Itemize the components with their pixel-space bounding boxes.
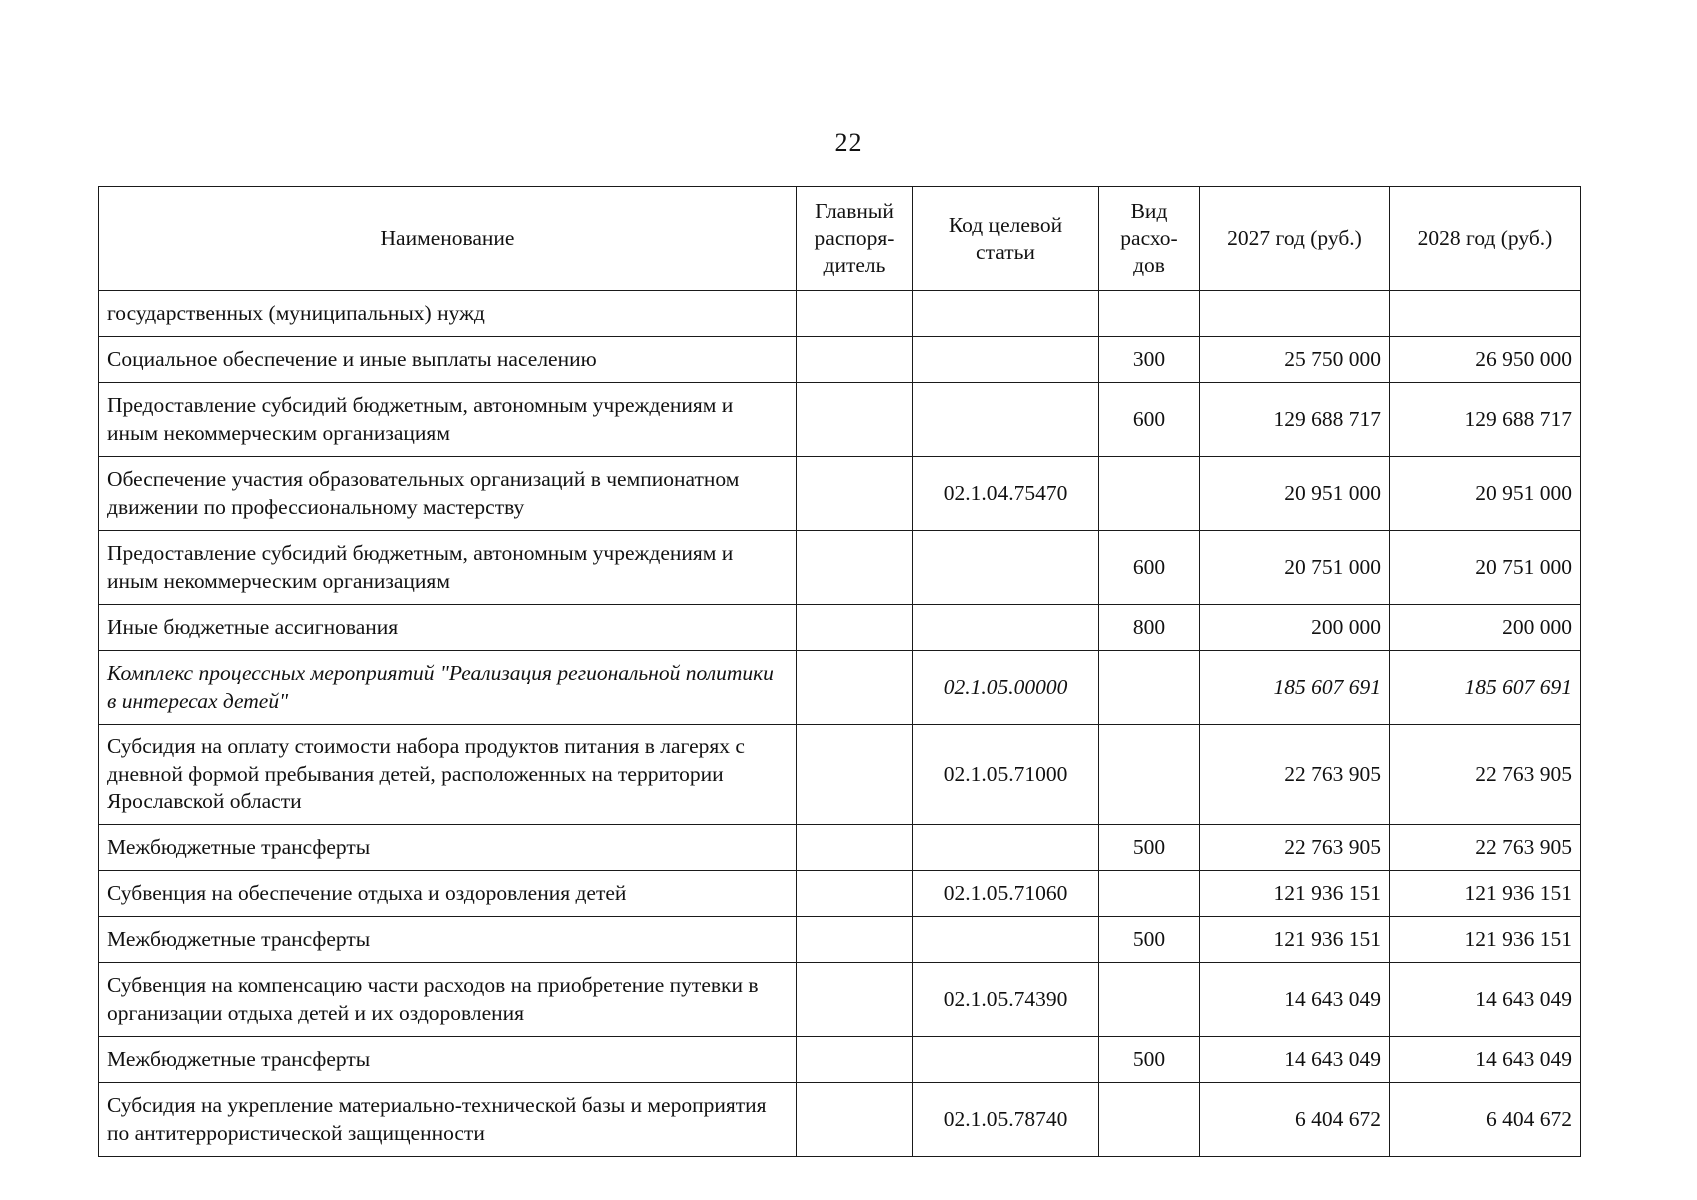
- cell-year-2027: 129 688 717: [1200, 383, 1390, 457]
- cell-year-2027: 14 643 049: [1200, 963, 1390, 1037]
- cell-name: Межбюджетные трансферты: [99, 1037, 797, 1083]
- cell-main-manager: [797, 651, 913, 725]
- cell-year-2028: 26 950 000: [1390, 337, 1581, 383]
- cell-target-code: [913, 383, 1099, 457]
- cell-name: Предоставление субсидий бюджетным, автономным учреждениям и иным некоммерческим организациям: [99, 531, 797, 605]
- cell-name: Субсидия на укрепление материально-технической базы и мероприятия по антитеррористической защищенности: [99, 1083, 797, 1157]
- cell-year-2027: 121 936 151: [1200, 871, 1390, 917]
- cell-expense-type: [1099, 963, 1200, 1037]
- cell-expense-type: 300: [1099, 337, 1200, 383]
- cell-year-2028: 22 763 905: [1390, 725, 1581, 825]
- cell-year-2027: 121 936 151: [1200, 917, 1390, 963]
- cell-year-2028: 185 607 691: [1390, 651, 1581, 725]
- cell-year-2028: 14 643 049: [1390, 1037, 1581, 1083]
- cell-year-2027: 14 643 049: [1200, 1037, 1390, 1083]
- header-expense-type: Вид расхо-дов: [1099, 187, 1200, 291]
- table-row: [99, 825, 1581, 871]
- cell-target-code: [913, 605, 1099, 651]
- cell-name: Обеспечение участия образовательных организаций в чемпионатном движении по профессиональному мастерству: [99, 457, 797, 531]
- cell-main-manager: [797, 337, 913, 383]
- table-row: [99, 383, 1581, 457]
- table-header-row: [99, 187, 1581, 291]
- cell-target-code: [913, 917, 1099, 963]
- cell-expense-type: 500: [1099, 917, 1200, 963]
- cell-year-2028: 129 688 717: [1390, 383, 1581, 457]
- table-row: [99, 531, 1581, 605]
- cell-year-2027: 20 751 000: [1200, 531, 1390, 605]
- cell-target-code: [913, 291, 1099, 337]
- cell-name: Субвенция на компенсацию части расходов на приобретение путевки в организации отдыха детей и их оздоровления: [99, 963, 797, 1037]
- cell-target-code: 02.1.04.75470: [913, 457, 1099, 531]
- cell-expense-type: 600: [1099, 531, 1200, 605]
- table-row: [99, 963, 1581, 1037]
- cell-year-2028: 200 000: [1390, 605, 1581, 651]
- cell-main-manager: [797, 725, 913, 825]
- cell-year-2027: 200 000: [1200, 605, 1390, 651]
- cell-name: Межбюджетные трансферты: [99, 825, 797, 871]
- cell-year-2027: 22 763 905: [1200, 725, 1390, 825]
- cell-name: Иные бюджетные ассигнования: [99, 605, 797, 651]
- cell-main-manager: [797, 457, 913, 531]
- cell-target-code: 02.1.05.74390: [913, 963, 1099, 1037]
- cell-name: Комплекс процессных мероприятий "Реализация региональной политики в интересах детей": [99, 651, 797, 725]
- cell-main-manager: [797, 531, 913, 605]
- header-main-manager: Главный распоря-дитель: [797, 187, 913, 291]
- cell-main-manager: [797, 1083, 913, 1157]
- cell-expense-type: 600: [1099, 383, 1200, 457]
- header-year-2027: 2027 год (руб.): [1200, 187, 1390, 291]
- cell-name: Субвенция на обеспечение отдыха и оздоровления детей: [99, 871, 797, 917]
- cell-year-2028: 121 936 151: [1390, 871, 1581, 917]
- cell-expense-type: 500: [1099, 825, 1200, 871]
- cell-main-manager: [797, 917, 913, 963]
- header-target-code: Код целевой статьи: [913, 187, 1099, 291]
- budget-table: [98, 186, 1581, 1157]
- cell-year-2028: 20 751 000: [1390, 531, 1581, 605]
- cell-main-manager: [797, 605, 913, 651]
- cell-name: Субсидия на оплату стоимости набора продуктов питания в лагерях с дневной формой пребывания детей, расположенных на территории Ярославской области: [99, 725, 797, 825]
- cell-year-2027: 6 404 672: [1200, 1083, 1390, 1157]
- header-name: Наименование: [99, 187, 797, 291]
- cell-name: государственных (муниципальных) нужд: [99, 291, 797, 337]
- table-row: [99, 651, 1581, 725]
- cell-main-manager: [797, 291, 913, 337]
- cell-name: Предоставление субсидий бюджетным, автономным учреждениям и иным некоммерческим организациям: [99, 383, 797, 457]
- cell-target-code: [913, 531, 1099, 605]
- cell-target-code: [913, 825, 1099, 871]
- cell-year-2028: 6 404 672: [1390, 1083, 1581, 1157]
- cell-expense-type: [1099, 1083, 1200, 1157]
- cell-target-code: 02.1.05.78740: [913, 1083, 1099, 1157]
- table-row: [99, 1037, 1581, 1083]
- cell-target-code: 02.1.05.71000: [913, 725, 1099, 825]
- cell-year-2028: [1390, 291, 1581, 337]
- cell-name: Межбюджетные трансферты: [99, 917, 797, 963]
- table-row: [99, 871, 1581, 917]
- cell-expense-type: [1099, 871, 1200, 917]
- table-row: [99, 337, 1581, 383]
- table-body: [99, 291, 1581, 1157]
- cell-year-2027: 185 607 691: [1200, 651, 1390, 725]
- cell-expense-type: [1099, 291, 1200, 337]
- cell-target-code: [913, 337, 1099, 383]
- cell-main-manager: [797, 871, 913, 917]
- cell-name: Социальное обеспечение и иные выплаты населению: [99, 337, 797, 383]
- cell-expense-type: 500: [1099, 1037, 1200, 1083]
- cell-main-manager: [797, 963, 913, 1037]
- cell-year-2027: 25 750 000: [1200, 337, 1390, 383]
- cell-target-code: [913, 1037, 1099, 1083]
- cell-year-2028: 22 763 905: [1390, 825, 1581, 871]
- cell-target-code: 02.1.05.00000: [913, 651, 1099, 725]
- table-row: [99, 291, 1581, 337]
- table-row: [99, 1083, 1581, 1157]
- cell-expense-type: [1099, 457, 1200, 531]
- cell-year-2028: 20 951 000: [1390, 457, 1581, 531]
- cell-year-2028: 121 936 151: [1390, 917, 1581, 963]
- cell-main-manager: [797, 383, 913, 457]
- page-number: 22: [834, 128, 863, 157]
- table-row: [99, 457, 1581, 531]
- cell-main-manager: [797, 1037, 913, 1083]
- cell-year-2027: [1200, 291, 1390, 337]
- cell-expense-type: [1099, 651, 1200, 725]
- header-year-2028: 2028 год (руб.): [1390, 187, 1581, 291]
- cell-expense-type: 800: [1099, 605, 1200, 651]
- cell-main-manager: [797, 825, 913, 871]
- cell-year-2027: 22 763 905: [1200, 825, 1390, 871]
- cell-year-2028: 14 643 049: [1390, 963, 1581, 1037]
- cell-target-code: 02.1.05.71060: [913, 871, 1099, 917]
- table-row: [99, 725, 1581, 825]
- table-row: [99, 917, 1581, 963]
- cell-year-2027: 20 951 000: [1200, 457, 1390, 531]
- cell-expense-type: [1099, 725, 1200, 825]
- table-row: [99, 605, 1581, 651]
